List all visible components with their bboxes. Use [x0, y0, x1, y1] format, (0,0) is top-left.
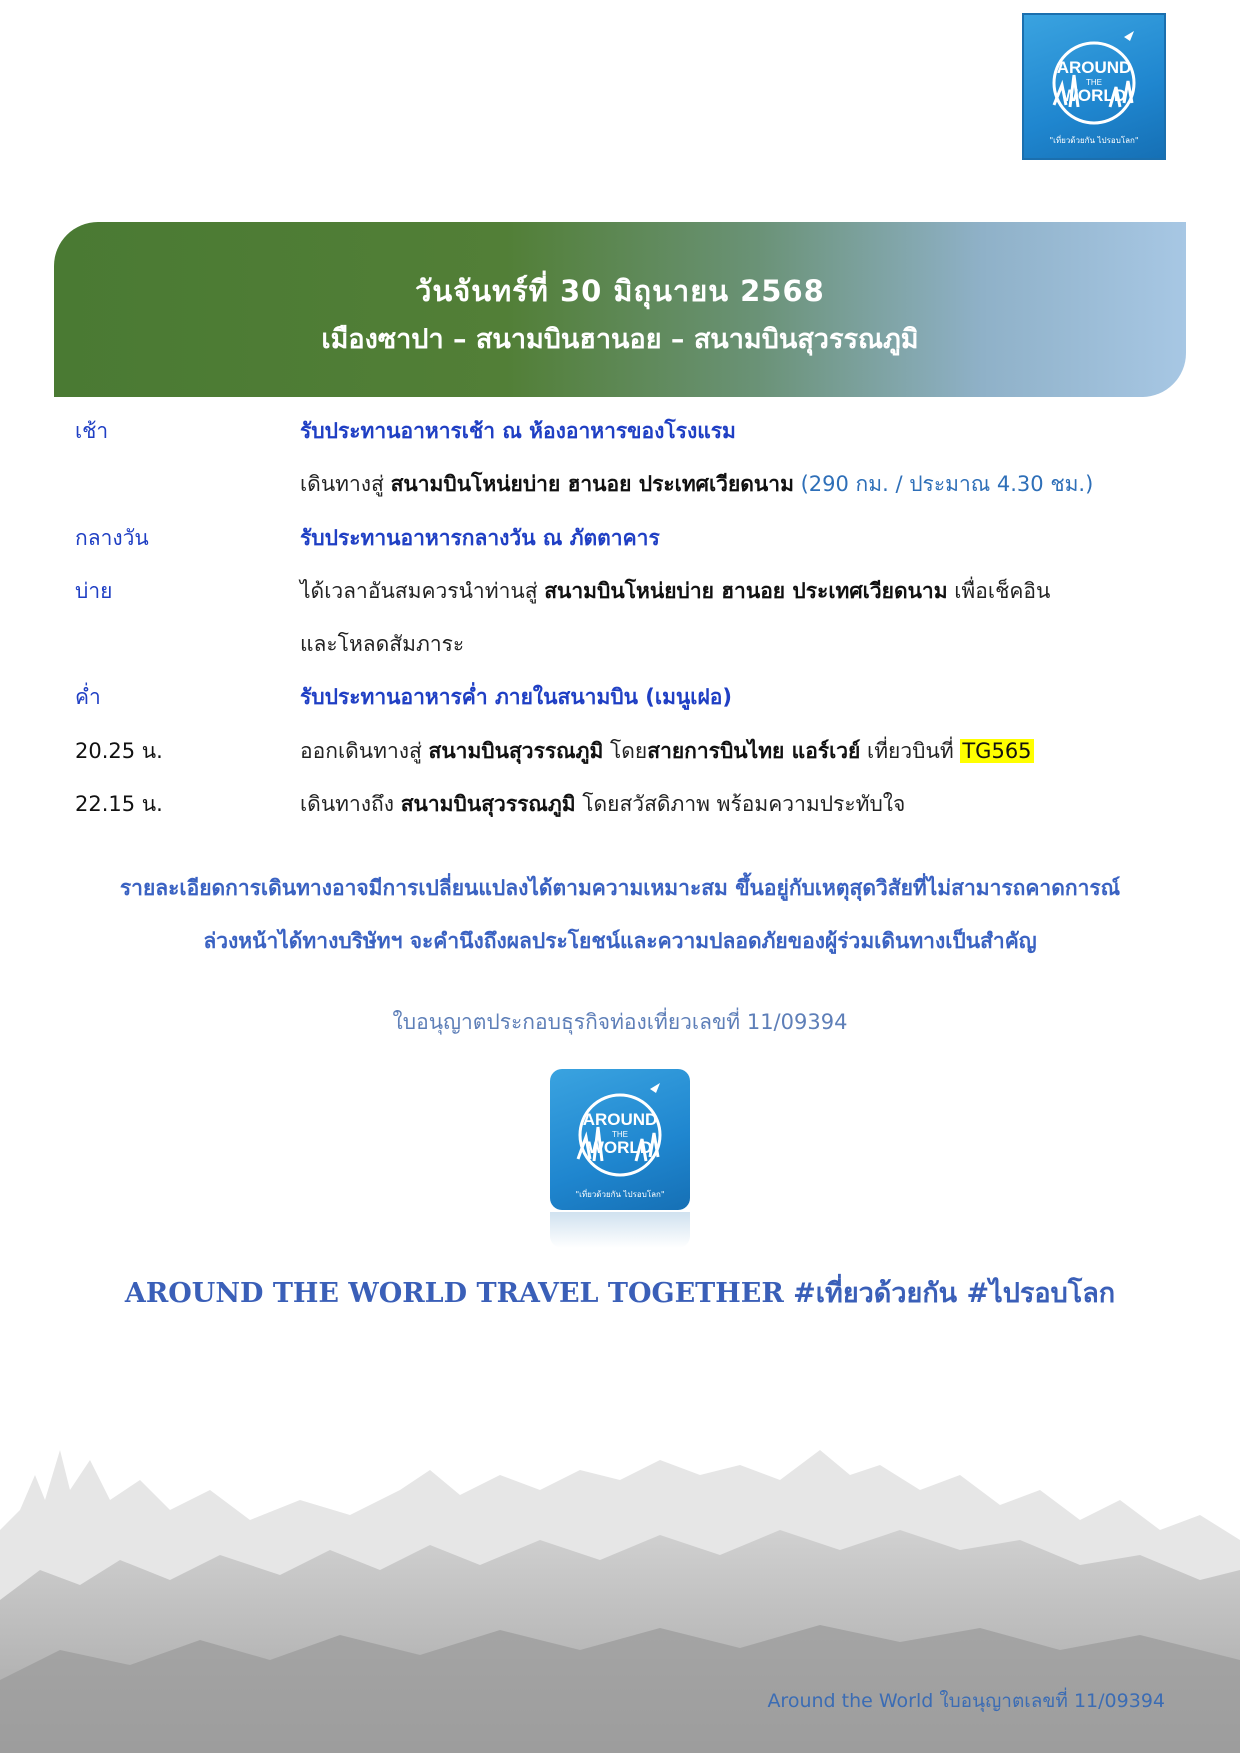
itinerary-row [0, 731, 1240, 771]
day-header-banner [54, 222, 1186, 397]
itinerary-text: เดินทางถึง สนามบินสุวรรณภูมิ โดยสวัสดิภาพ พร้อมความประทับใจ [300, 792, 906, 816]
itinerary-row [0, 677, 1240, 717]
day-date: วันจันทร์ที่ 30 มิถุนายน 2568 [415, 274, 825, 308]
itinerary-text: รับประทานอาหารค่ำ ภายในสนามบิน (เมนูเฝอ) [300, 685, 732, 709]
itinerary-row [0, 571, 1240, 611]
logo-reflection [550, 1212, 690, 1248]
itinerary-text: เดินทางสู่ สนามบินโหน่ยบ่าย ฮานอย ประเทศเวียดนาม (290 กม. / ประมาณ 4.30 ชม.) [300, 472, 1094, 496]
svg-text:WORLD: WORLD [587, 1138, 653, 1157]
svg-text:"เที่ยวด้วยกัน ไปรอบโลก": "เที่ยวด้วยกัน ไปรอบโลก" [1049, 136, 1139, 145]
svg-text:THE: THE [612, 1130, 628, 1139]
itinerary-row [0, 411, 1240, 451]
itinerary-row [0, 464, 1240, 504]
svg-text:THE: THE [1086, 78, 1102, 87]
svg-text:AROUND: AROUND [582, 1110, 658, 1129]
company-logo [1022, 13, 1166, 160]
svg-text:AROUND: AROUND [1056, 58, 1132, 77]
itinerary-time: 22.15 น. [75, 792, 163, 816]
itinerary-text: ออกเดินทางสู่ สนามบินสุวรรณภูมิ โดยสายการบินไทย แอร์เวย์ เที่ยวบินที่ TG565 [300, 739, 1032, 763]
disclaimer-line-1: รายละเอียดการเดินทางอาจมีการเปลี่ยนแปลงได้ตามความเหมาะสม ขึ้นอยู่กับเหตุสุดวิสัยที่ไม่สามารถคาดการณ์ [119, 876, 1121, 900]
tagline: AROUND THE WORLD TRAVEL TOGETHER #เที่ยวด้วยกัน #ไปรอบโลก [124, 1278, 1116, 1309]
itinerary-time: กลางวัน [75, 526, 149, 550]
svg-text:"เที่ยวด้วยกัน ไปรอบโลก": "เที่ยวด้วยกัน ไปรอบโลก" [575, 1190, 665, 1199]
disclaimer-line-2: ล่วงหน้าได้ทางบริษัทฯ จะคำนึงถึงผลประโยชน์และความปลอดภัยของผู้ร่วมเดินทางเป็นสำคัญ [203, 929, 1037, 953]
footer-license: Around the World ใบอนุญาตเลขที่ 11/09394 [767, 1690, 1165, 1712]
itinerary-text: รับประทานอาหารกลางวัน ณ ภัตตาคาร [300, 526, 660, 550]
itinerary-text: และโหลดสัมภาระ [300, 632, 465, 656]
itinerary-row [0, 624, 1240, 664]
itinerary-row [0, 518, 1240, 558]
flight-number: TG565 [962, 739, 1032, 763]
itinerary-time: บ่าย [75, 579, 113, 603]
day-route: เมืองซาปา – สนามบินฮานอย – สนามบินสุวรรณภูมิ [321, 324, 919, 355]
svg-text:WORLD: WORLD [1061, 86, 1127, 105]
itinerary-text: ได้เวลาอันสมควรนำท่านสู่ สนามบินโหน่ยบ่าย ฮานอย ประเทศเวียดนาม เพื่อเช็คอิน [300, 579, 1051, 603]
itinerary-time: เช้า [75, 419, 109, 443]
itinerary-time: 20.25 น. [75, 739, 163, 763]
license-text: ใบอนุญาตประกอบธุรกิจท่องเที่ยวเลขที่ 11/09394 [392, 1010, 848, 1034]
itinerary-row [0, 784, 1240, 824]
company-logo-center [550, 1069, 690, 1210]
itinerary-text: รับประทานอาหารเช้า ณ ห้องอาหารของโรงแรม [300, 419, 736, 443]
itinerary-time: ค่ำ [75, 685, 101, 709]
